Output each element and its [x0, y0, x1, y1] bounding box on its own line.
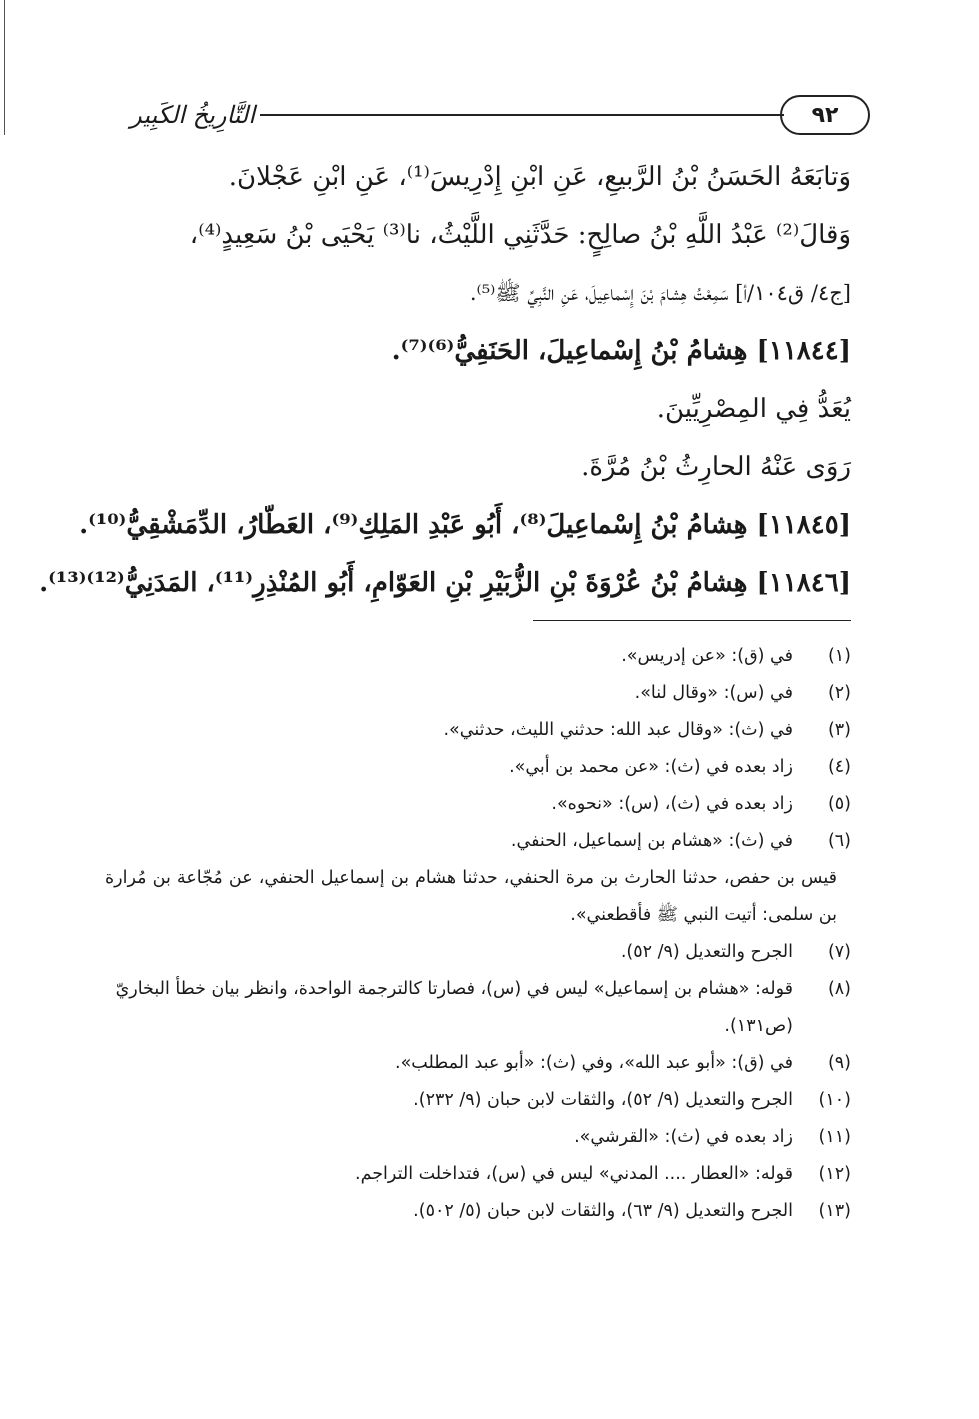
page-number: ٩٢	[780, 95, 870, 135]
footnote-text: في (س): «وقال لنا».	[634, 683, 793, 703]
text-line: وَقالَ⁽²⁾ عَبْدُ اللَّهِ بْنُ صالِحٍ: حَدَّثَنِي اللَّيْثُ، نا⁽³⁾ يَحْيَى بْنُ سَعِيدٍ⁽⁴⁾،	[189, 220, 851, 250]
footnote-number: (١)	[827, 646, 851, 666]
footnotes	[105, 638, 851, 1230]
footnote-text: زاد بعده في (ث): «عن محمد بن أبي».	[509, 757, 793, 777]
footnote-divider	[533, 620, 851, 621]
text-line: رَوَى عَنْهُ الحارِثُ بْنُ مُرَّةَ.	[581, 452, 851, 482]
footnote	[105, 971, 851, 1045]
entry-heading-11845: [١١٨٤٥] هِشامُ بْنُ إِسْماعِيلَ⁽⁸⁾، أَبُو عَبْدِ المَلِكِ⁽⁹⁾، العَطّارُ، الدِّمَشْقِيُّ⁽¹⁰⁾.	[79, 510, 851, 540]
book-title: التَّارِيخُ الكَبِير	[130, 101, 255, 129]
main-text	[39, 148, 851, 612]
footnote-text: زاد بعده في (ث)، (س): «نحوه».	[551, 794, 793, 814]
footnote	[105, 823, 851, 860]
footnote	[105, 1082, 851, 1119]
footnote	[105, 786, 851, 823]
footnote-number: (١١)	[818, 1127, 851, 1147]
footnote-text: قوله: «العطار .... المدني» ليس في (س)، فتداخلت التراجم.	[355, 1164, 793, 1184]
entry-heading-11846: [١١٨٤٦] هِشامُ بْنُ عُرْوَةَ بْنِ الزُّبَيْرِ بْنِ العَوّامِ، أَبُو المُنْذِرِ⁽¹¹⁾، المَدَنِيُّ⁽¹²⁾⁽¹³⁾.	[39, 568, 851, 598]
page-header	[110, 95, 870, 135]
footnote	[105, 1045, 851, 1082]
footnote	[105, 1119, 851, 1156]
footnote-number: (٨)	[827, 979, 851, 999]
footnote	[105, 1156, 851, 1193]
footnote-text: الجرح والتعديل (٩/ ٥٢)، والثقات لابن حبان (٩/ ٢٣٢).	[413, 1090, 793, 1110]
footnote-text: في (ث): «هشام بن إسماعيل، الحنفي.	[510, 831, 793, 851]
text-line: [ج٤/ ق١٠٤/أ] سَمِعْتُ هِشامَ بْنَ إِسْماعِيلَ، عَنِ النَّبِيِّ ﷺ⁽⁵⁾.	[469, 281, 851, 305]
footnote-continuation: قيس بن حفص، حدثنا الحارث بن مرة الحنفي، حدثنا هشام بن إسماعيل الحنفي، عن مُجّاعة بن مُرارة بن سلمى: أتيت النبي ﷺ فأقطعني».	[105, 868, 837, 925]
footnote-number: (٤)	[827, 757, 851, 777]
footnote-text: الجرح والتعديل (٩/ ٦٣)، والثقات لابن حبان (٥/ ٥٠٢).	[413, 1201, 793, 1221]
entry-heading-11844: [١١٨٤٤] هِشامُ بْنُ إِسْماعِيلَ، الحَنَفِيُّ⁽⁶⁾⁽⁷⁾.	[391, 336, 851, 366]
footnote-number: (٥)	[827, 794, 851, 814]
footnote-text: قوله: «هشام بن إسماعيل» ليس في (س)، فصارتا كالترجمة الواحدة، وانظر بيان خطأ البخاريّ (ص١٣١).	[115, 979, 793, 1036]
footnote-text: زاد بعده في (ث): «القرشي».	[574, 1127, 793, 1147]
text-line: يُعَدُّ فِي المِصْرِيِّينَ.	[656, 394, 851, 424]
footnote-number: (٢)	[827, 683, 851, 703]
footnote	[105, 749, 851, 786]
header-rule	[260, 114, 784, 116]
footnote-text: في (ق): «عن إدريس».	[621, 646, 793, 666]
footnote-number: (١٢)	[818, 1164, 851, 1184]
footnote	[105, 934, 851, 971]
footnote	[105, 1193, 851, 1230]
footnote-number: (٣)	[827, 720, 851, 740]
footnote-number: (٦)	[827, 831, 851, 851]
footnote-number: (١٠)	[818, 1090, 851, 1110]
footnote	[105, 712, 851, 749]
footnote	[105, 638, 851, 675]
text-line: وَتابَعَهُ الحَسَنُ بْنُ الرَّبيعِ، عَنِ ابْنِ إِدْرِيسَ⁽¹⁾، عَنِ ابْنِ عَجْلانَ.	[228, 162, 851, 192]
footnote-number: (١٣)	[818, 1201, 851, 1221]
footnote-text: الجرح والتعديل (٩/ ٥٢).	[620, 942, 793, 962]
footnote-number: (٩)	[827, 1053, 851, 1073]
footnote	[105, 675, 851, 712]
footnote-number: (٧)	[827, 942, 851, 962]
footnote-text: في (ق): «أبو عبد الله»، وفي (ث): «أبو عبد المطلب».	[395, 1053, 793, 1073]
footnote-text: في (ث): «وقال عبد الله: حدثني الليث، حدثني».	[443, 720, 793, 740]
